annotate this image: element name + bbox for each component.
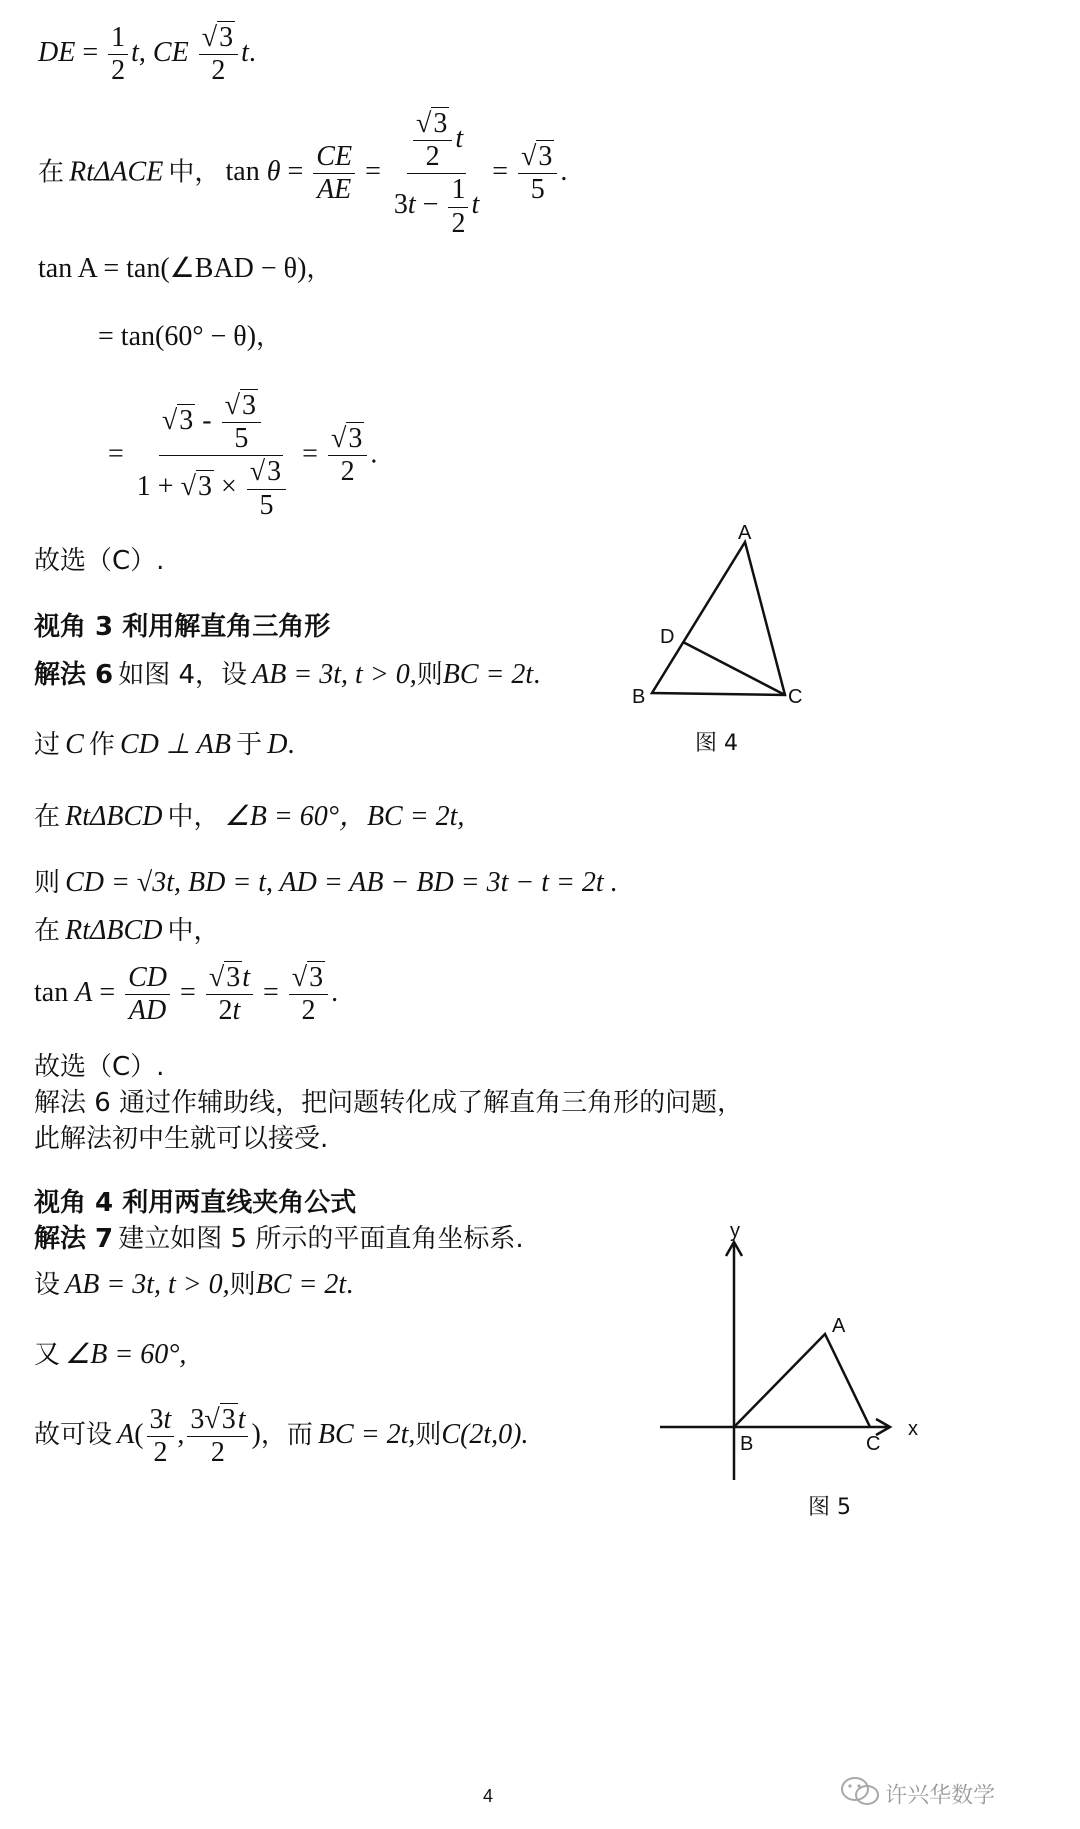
- triangle-bcd: RtΔBCD: [65, 801, 163, 832]
- tan-a-line-1: [38, 248, 332, 285]
- watermark: [840, 1775, 995, 1813]
- solution-6-text: 如图 4，设: [118, 660, 248, 690]
- text-you: 又: [34, 1340, 61, 1370]
- set-ab-line: 设 AB = 3t, t > 0,则BC = 2t.: [34, 1269, 354, 1300]
- text-zhong-2: 中，: [167, 802, 220, 832]
- page-number: 4: [483, 1786, 494, 1806]
- label-c: C: [788, 686, 803, 708]
- point-d: D: [267, 729, 288, 760]
- text-zuo: 作: [88, 730, 115, 760]
- angle-b-line: [34, 1334, 186, 1371]
- then-math: CD = √3t, BD = t, AD = AB − BD = 3t − t = 2t .: [65, 867, 618, 898]
- text-zai-2: 在: [34, 802, 61, 832]
- label-x: x: [908, 1418, 918, 1440]
- figure-5-diagram: [650, 1220, 940, 1480]
- triangle-ace: RtΔACE: [69, 156, 164, 188]
- solution-7-text: 建立如图 5 所示的平面直角坐标系.: [118, 1224, 524, 1254]
- label-a: A: [738, 522, 752, 544]
- tan-a-expr-2: = tan(60° − θ): [98, 321, 257, 352]
- fraction-sqrt3-over-2: $\frac{√3}{2}$: [199, 22, 238, 87]
- solution-6-math2: BC = 2t: [442, 659, 534, 690]
- label-b: B: [632, 686, 646, 708]
- text-gu-ke-she: 故可设: [34, 1420, 113, 1451]
- text-guo: 过: [34, 730, 61, 760]
- label-c-fig5: C: [866, 1433, 881, 1455]
- comma-2: ，: [256, 322, 283, 352]
- label-d: D: [660, 626, 675, 648]
- solution-7-label: 解法 7: [34, 1224, 114, 1254]
- set-ab-math: AB = 3t, t > 0,: [65, 1269, 230, 1300]
- comma-1: ，: [306, 254, 333, 284]
- tan-theta-line: [38, 108, 567, 240]
- text-zhong: 中，: [168, 157, 221, 188]
- rt-bcd-math: ∠B = 60°，BC = 2t,: [224, 801, 465, 832]
- tan-theta-formula: tan θ = $\frac{CE}{AE}$ = $\frac{√3}{2}$ t 3t − $\frac{1}{2}$ t = $\frac{√3}{5}$ .: [225, 108, 568, 239]
- perp-math: CD ⊥ AB: [120, 729, 231, 760]
- solution-6-line: 解法 6 如图 4，设 AB = 3t, t > 0,则BC = 2t.: [34, 659, 541, 690]
- figure-4: [620, 520, 840, 760]
- solution-6-label: 解法 6: [34, 660, 114, 690]
- fraction-half: $\frac{1}{2}$: [108, 22, 128, 87]
- point-a-coords: A( $\frac{3t}{2}$ , $\frac{3√3t}{2}$ ): [117, 1404, 261, 1469]
- then-cd-line: [34, 862, 618, 899]
- comment-line-1: 解法 6 通过作辅助线，把问题转化成了解直角三角形的问题，: [34, 1088, 744, 1118]
- solution-6-math: AB = 3t, t > 0,: [252, 659, 417, 690]
- tan-a-cd-ad: tan A = $\frac{CD}{AD}$ = $\frac{√3t}{2t}$ = $\frac{√3}{2}$ .: [34, 962, 339, 1027]
- set-bc-math: BC = 2t: [255, 1269, 347, 1300]
- label-a-fig5: A: [832, 1315, 846, 1337]
- text-ze-3: 则: [415, 1420, 442, 1451]
- choose-c-2: 故选（C）.: [34, 1052, 165, 1082]
- angle-b-math: ∠B = 60°,: [65, 1339, 187, 1370]
- label-y: y: [730, 1220, 740, 1242]
- tan-a-big-fraction: = √3 - $\frac{√3}{5}$ 1 + √3 × $\frac{√3}{5}$ = $\frac{√3}{2}$ .: [108, 390, 378, 521]
- section-heading-3: 视角 3 利用解直角三角形: [34, 612, 331, 642]
- solution-7-line: [34, 1218, 524, 1255]
- text-zai-3: 在: [34, 916, 61, 946]
- tan-a-line-2: [98, 316, 282, 353]
- section-heading-4: 视角 4 利用两直线夹角公式: [34, 1188, 357, 1218]
- wechat-icon: [840, 1775, 880, 1813]
- figure-5: [650, 1220, 940, 1530]
- text-ze: 则: [34, 868, 61, 898]
- figure-4-diagram: [620, 520, 840, 720]
- rt-bcd-line-2: [34, 910, 220, 947]
- choose-c-1: 故选（C）.: [34, 546, 165, 576]
- text-yu: 于: [236, 730, 263, 760]
- figure-4-caption: 图 4: [695, 731, 738, 756]
- de-ce-formula: DE = $\frac{1}{2}$ t, CE $\frac{√3}{2}$ t.: [38, 22, 256, 87]
- ce-symbol: CE: [152, 37, 189, 69]
- coord-line: [34, 1404, 529, 1469]
- comment-line-2: 此解法初中生就可以接受.: [34, 1124, 329, 1154]
- solution-6-then: 则: [416, 660, 443, 690]
- watermark-text: 许兴华数学: [885, 1783, 996, 1809]
- segment-cd: [683, 642, 785, 695]
- text-ze-2: 则: [229, 1270, 256, 1300]
- triangle-sides: [734, 1334, 870, 1427]
- label-b-fig5: B: [740, 1433, 754, 1455]
- point-c: C: [65, 729, 84, 760]
- text-zai: 在: [38, 157, 65, 188]
- text-zhong-3: 中，: [167, 916, 220, 946]
- text-er: ，而: [260, 1420, 313, 1451]
- rt-bcd-line: [34, 794, 464, 834]
- triangle-abc: [652, 542, 785, 695]
- figure-5-caption: 图 5: [808, 1495, 851, 1520]
- coord-bc-math: BC = 2t,: [317, 1419, 416, 1451]
- point-c-coords: C(2t,0).: [441, 1419, 529, 1451]
- triangle-bcd-2: RtΔBCD: [65, 915, 163, 946]
- de-symbol: DE: [38, 37, 76, 69]
- tan-a-expr-1: tan A = tan(∠BAD − θ): [38, 253, 307, 284]
- text-she: 设: [34, 1270, 61, 1300]
- perpendicular-line: 过 C 作 CD ⊥ AB 于 D.: [34, 729, 295, 760]
